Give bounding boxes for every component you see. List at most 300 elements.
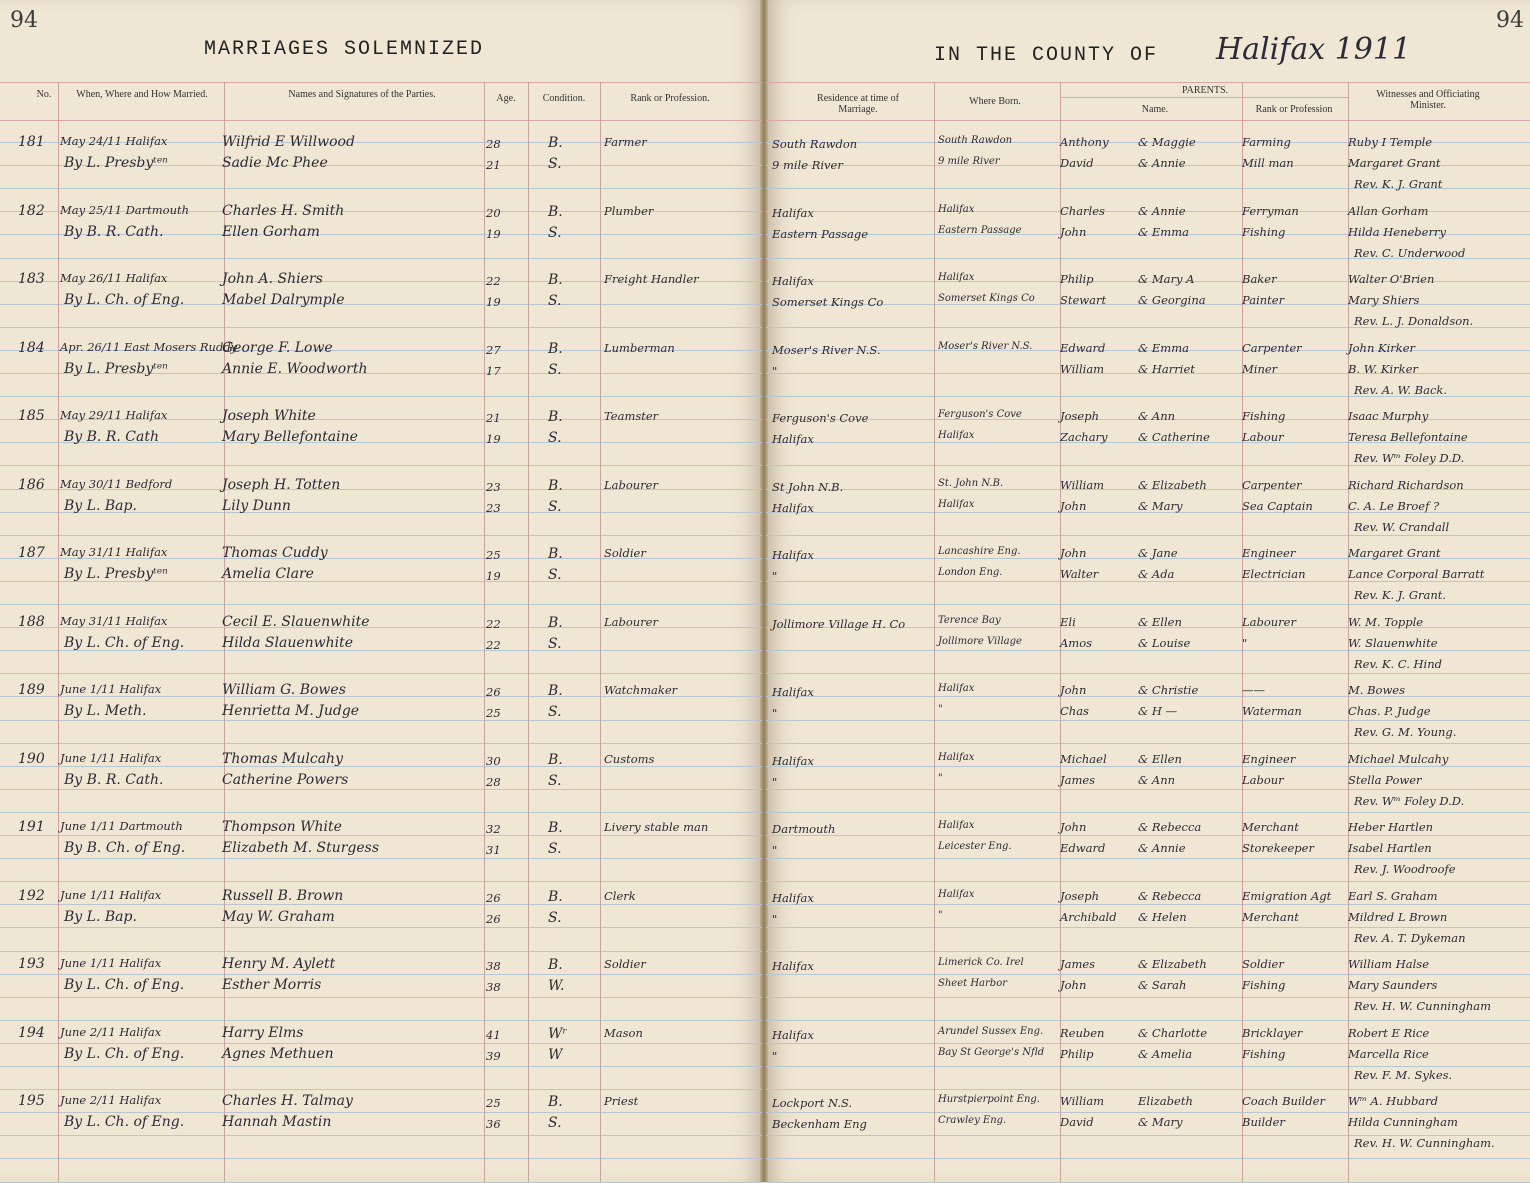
groom-residence: Halifax — [772, 959, 814, 973]
groom-birthplace: Halifax — [938, 820, 975, 831]
bride-birthplace: Eastern Passage — [938, 225, 1022, 236]
groom-name: Cecil E. Slauenwhite — [222, 614, 370, 630]
bride-condition: W. — [548, 978, 565, 994]
groom-mother: & Ellen — [1138, 615, 1182, 629]
header-bottom-rule — [0, 120, 762, 121]
bride-condition: S. — [548, 773, 562, 789]
officiating-minister: Rev. G. M. Young. — [1354, 725, 1457, 739]
groom-father: Eli — [1060, 615, 1076, 629]
groom-name: William G. Bowes — [222, 682, 346, 698]
entry-number: 187 — [18, 545, 45, 561]
ruled-line — [766, 789, 1530, 790]
column-divider — [58, 82, 59, 1182]
column-divider — [528, 82, 529, 1182]
groom-condition: B. — [548, 683, 563, 699]
groom-father: Philip — [1060, 272, 1094, 286]
ruled-line — [766, 766, 1530, 767]
groom-age: 26 — [486, 891, 501, 905]
bride-residence: 9 mile River — [772, 158, 843, 172]
officiating-minister: Rev. L. J. Donaldson. — [1354, 314, 1474, 328]
groom-mother: & Elizabeth — [1138, 478, 1207, 492]
ruled-line — [766, 1089, 1530, 1090]
bride-father: John — [1060, 225, 1087, 239]
bride-age: 19 — [486, 569, 501, 583]
bride-father: John — [1060, 499, 1087, 513]
bride-mother: & Mary — [1138, 499, 1183, 513]
bride-mother: & Harriet — [1138, 362, 1195, 376]
groom-name: Thompson White — [222, 819, 342, 835]
bride-residence: Somerset Kings Co — [772, 295, 884, 309]
witness-one: Robert E Rice — [1348, 1026, 1430, 1040]
bride-residence: Halifax — [772, 432, 814, 446]
bride-condition: S. — [548, 910, 562, 926]
ruled-line — [766, 650, 1530, 651]
groom-birthplace: Arundel Sussex Eng. — [938, 1026, 1044, 1037]
groom-mother: & Ann — [1138, 409, 1176, 423]
marriage-date-place: June 1/11 Halifax — [60, 888, 162, 902]
marriage-date-place: May 30/11 Bedford — [60, 477, 173, 491]
groom-residence: Dartmouth — [772, 822, 836, 836]
groom-father: Charles — [1060, 204, 1105, 218]
groom-name: Henry M. Aylett — [222, 956, 336, 972]
marriage-date-place: May 25/11 Dartmouth — [60, 203, 190, 217]
officiating-minister: Rev. J. Woodroofe — [1354, 862, 1456, 876]
bride-name: Annie E. Woodworth — [222, 361, 368, 377]
bride-name: Mary Bellefontaine — [222, 429, 358, 445]
ruled-line — [766, 812, 1530, 813]
bride-age: 38 — [486, 980, 501, 994]
groom-father-profession: Fishing — [1242, 409, 1286, 423]
ruled-line — [766, 974, 1530, 975]
bride-residence: " — [772, 364, 778, 378]
bride-mother: & Georgina — [1138, 293, 1206, 307]
bride-name: Catherine Powers — [222, 772, 349, 788]
groom-age: 30 — [486, 754, 501, 768]
ruled-line — [766, 858, 1530, 859]
groom-residence: Jollimore Village H. Co — [772, 617, 906, 631]
marriage-rite: By L. Bap. — [64, 909, 137, 925]
bride-age: 25 — [486, 706, 501, 720]
groom-birthplace: Ferguson's Cove — [938, 409, 1022, 420]
ruled-line — [0, 327, 762, 328]
ruled-line — [766, 835, 1530, 836]
groom-condition: B. — [548, 820, 563, 836]
bride-father-profession: Electrician — [1242, 567, 1306, 581]
groom-condition: B. — [548, 272, 563, 288]
groom-condition: B. — [548, 752, 563, 768]
bride-birthplace: " — [938, 704, 943, 715]
ruled-line — [0, 1135, 762, 1136]
bride-condition: S. — [548, 704, 562, 720]
bride-name: Esther Morris — [222, 977, 322, 993]
groom-father-profession: Coach Builder — [1242, 1094, 1325, 1108]
column-divider — [1060, 82, 1061, 1182]
header-parents: PARENTS. — [1181, 85, 1229, 96]
groom-birthplace: Hurstpierpoint Eng. — [938, 1094, 1040, 1105]
bride-father-profession: Labour — [1242, 430, 1284, 444]
bride-name: Mabel Dalrymple — [222, 292, 345, 308]
column-divider — [934, 82, 935, 1182]
groom-name: Charles H. Smith — [222, 203, 345, 219]
groom-residence: South Rawdon — [772, 137, 858, 151]
header-residence: Residence at time of Marriage. — [817, 93, 899, 115]
ruled-line — [0, 535, 762, 536]
ruled-line — [0, 1158, 762, 1159]
groom-name: Joseph White — [222, 408, 316, 424]
ruled-line — [0, 858, 762, 859]
bride-mother: & Ada — [1138, 567, 1175, 581]
groom-condition: B. — [548, 889, 563, 905]
witness-two: W. Slauenwhite — [1348, 636, 1438, 650]
groom-residence: St John N.B. — [772, 480, 844, 494]
witness-two: Hilda Cunningham — [1348, 1115, 1458, 1129]
groom-profession: Priest — [604, 1094, 639, 1108]
groom-residence: Moser's River N.S. — [772, 343, 881, 357]
groom-birthplace: Moser's River N.S. — [938, 341, 1033, 352]
witness-two: Teresa Bellefontaine — [1348, 430, 1468, 444]
groom-father: Reuben — [1060, 1026, 1105, 1040]
bride-residence: " — [772, 569, 778, 583]
header-when: When, Where and How Married. — [76, 89, 208, 100]
marriage-date-place: June 2/11 Halifax — [60, 1025, 162, 1039]
groom-profession: Plumber — [604, 204, 654, 218]
bride-condition: W — [548, 1047, 563, 1063]
bride-name: Amelia Clare — [222, 566, 314, 582]
groom-name: Joseph H. Totten — [222, 477, 341, 493]
groom-residence: Halifax — [772, 274, 814, 288]
officiating-minister: Rev. K. C. Hind — [1354, 657, 1442, 671]
groom-profession: Livery stable man — [604, 820, 709, 834]
ruled-line — [0, 927, 762, 928]
groom-father: Joseph — [1060, 409, 1100, 423]
marriage-date-place: May 31/11 Halifax — [60, 614, 168, 628]
bride-condition: S. — [548, 293, 562, 309]
officiating-minister: Rev. W. Crandall — [1354, 520, 1450, 534]
bride-name: May W. Graham — [222, 909, 335, 925]
ruled-line — [766, 951, 1530, 952]
ruled-line — [766, 1066, 1530, 1067]
bride-birthplace: " — [938, 910, 943, 921]
groom-father: William — [1060, 1094, 1105, 1108]
groom-age: 26 — [486, 685, 501, 699]
bride-father: Walter — [1060, 567, 1099, 581]
bride-mother: & Mary — [1138, 1115, 1183, 1129]
bride-age: 19 — [486, 227, 501, 241]
book-gutter — [760, 0, 768, 1182]
bride-father: Zachary — [1060, 430, 1108, 444]
ruled-line — [0, 881, 762, 882]
groom-age: 28 — [486, 137, 501, 151]
ruled-line — [766, 881, 1530, 882]
groom-mother: & Ellen — [1138, 752, 1182, 766]
groom-mother: & Annie — [1138, 204, 1186, 218]
groom-mother: & Maggie — [1138, 135, 1196, 149]
groom-age: 25 — [486, 1096, 501, 1110]
groom-condition: Wʳ — [548, 1026, 568, 1042]
entry-number: 192 — [18, 888, 45, 904]
officiating-minister: Rev. Wᵐ Foley D.D. — [1354, 451, 1465, 465]
bride-father-profession: Miner — [1242, 362, 1278, 376]
bride-birthplace: Bay St George's Nfld — [938, 1047, 1045, 1058]
bride-condition: S. — [548, 841, 562, 857]
entry-number: 190 — [18, 751, 45, 767]
bride-residence: " — [772, 706, 778, 720]
groom-father-profession: Baker — [1242, 272, 1277, 286]
groom-father: William — [1060, 478, 1105, 492]
groom-age: 41 — [486, 1028, 501, 1042]
marriage-rite: By B. Ch. of Eng. — [64, 840, 186, 856]
groom-father-profession: Ferryman — [1242, 204, 1299, 218]
ruled-line — [766, 1112, 1530, 1113]
groom-name: Russell B. Brown — [222, 888, 344, 904]
groom-father: Anthony — [1060, 135, 1109, 149]
groom-profession: Watchmaker — [604, 683, 678, 697]
groom-father-profession: Merchant — [1242, 820, 1299, 834]
bride-mother: & Annie — [1138, 841, 1186, 855]
bride-father: Edward — [1060, 841, 1106, 855]
officiating-minister: Rev. H. W. Cunningham. — [1354, 1136, 1495, 1150]
groom-father: John — [1060, 820, 1087, 834]
groom-father-profession: Carpenter — [1242, 341, 1302, 355]
header-bottom-rule-right — [766, 120, 1530, 121]
bride-mother: & Catherine — [1138, 430, 1210, 444]
bride-condition: S. — [548, 636, 562, 652]
witness-two: Mary Shiers — [1348, 293, 1420, 307]
bride-father: William — [1060, 362, 1105, 376]
ruled-line — [766, 720, 1530, 721]
bride-birthplace: Halifax — [938, 430, 975, 441]
ruled-line — [766, 904, 1530, 905]
bride-father-profession: Sea Captain — [1242, 499, 1313, 513]
entry-number: 186 — [18, 477, 45, 493]
groom-mother: & Elizabeth — [1138, 957, 1207, 971]
entry-number: 182 — [18, 203, 45, 219]
groom-profession: Clerk — [604, 889, 636, 903]
bride-mother: & Helen — [1138, 910, 1187, 924]
bride-mother: & Ann — [1138, 773, 1176, 787]
groom-profession: Soldier — [604, 957, 646, 971]
groom-name: Wilfrid E Willwood — [222, 134, 355, 150]
ruled-line — [0, 835, 762, 836]
groom-birthplace: South Rawdon — [938, 135, 1013, 146]
ruled-line — [0, 974, 762, 975]
bride-birthplace: Jollimore Village — [938, 636, 1022, 647]
groom-father: Michael — [1060, 752, 1107, 766]
marriage-date-place: May 31/11 Halifax — [60, 545, 168, 559]
ruled-line — [0, 812, 762, 813]
ruled-line — [0, 465, 762, 466]
entry-number: 181 — [18, 134, 45, 150]
bride-father-profession: Fishing — [1242, 1047, 1286, 1061]
groom-residence: Halifax — [772, 891, 814, 905]
groom-condition: B. — [548, 341, 563, 357]
bride-residence: " — [772, 1049, 778, 1063]
ruled-line — [766, 1043, 1530, 1044]
groom-mother: & Rebecca — [1138, 889, 1202, 903]
ruled-line — [0, 258, 762, 259]
bride-birthplace: 9 mile River — [938, 156, 1000, 167]
marriage-rite: By L. Presbyᵗᵉⁿ — [64, 566, 168, 582]
bride-name: Lily Dunn — [222, 498, 291, 514]
entry-number: 185 — [18, 408, 45, 424]
bride-father-profession: Waterman — [1242, 704, 1302, 718]
witness-one: Earl S. Graham — [1348, 889, 1438, 903]
ruled-line — [766, 535, 1530, 536]
ruled-line — [0, 789, 762, 790]
witness-two: Isabel Hartlen — [1348, 841, 1432, 855]
marriage-date-place: June 1/11 Halifax — [60, 956, 162, 970]
bride-birthplace: Halifax — [938, 499, 975, 510]
header-no: No. — [36, 89, 52, 100]
groom-mother: & Rebecca — [1138, 820, 1202, 834]
witness-one: Wᵐ A. Hubbard — [1348, 1094, 1439, 1108]
groom-age: 27 — [486, 343, 501, 357]
groom-condition: B. — [548, 957, 563, 973]
groom-residence: Halifax — [772, 548, 814, 562]
groom-condition: B. — [548, 409, 563, 425]
ruled-line — [766, 927, 1530, 928]
marriage-rite: By L. Ch. of Eng. — [64, 1046, 185, 1062]
bride-father-profession: Painter — [1242, 293, 1285, 307]
title-left: MARRIAGES SOLEMNIZED — [204, 38, 485, 61]
bride-father-profession: Mill man — [1242, 156, 1294, 170]
witness-one: Margaret Grant — [1348, 546, 1441, 560]
groom-father: John — [1060, 546, 1087, 560]
parents-divider — [1060, 97, 1348, 98]
bride-name: Sadie Mc Phee — [222, 155, 328, 171]
bride-father: James — [1060, 773, 1096, 787]
witness-one: Richard Richardson — [1348, 478, 1464, 492]
ruled-line — [0, 1043, 762, 1044]
witness-two: Mildred L Brown — [1348, 910, 1448, 924]
header-rank: Rank or Profession. — [630, 93, 710, 104]
bride-name: Agnes Methuen — [222, 1046, 334, 1062]
bride-residence: Beckenham Eng — [772, 1117, 867, 1131]
bride-birthplace: Crawley Eng. — [938, 1115, 1007, 1126]
header-names: Names and Signatures of the Parties. — [288, 89, 436, 100]
witness-one: William Halse — [1348, 957, 1430, 971]
groom-birthplace: Halifax — [938, 204, 975, 215]
marriage-rite: By L. Ch. of Eng. — [64, 635, 185, 651]
left-page-number: 94 — [10, 8, 38, 33]
groom-mother: & Jane — [1138, 546, 1178, 560]
witness-one: Walter O'Brien — [1348, 272, 1435, 286]
bride-age: 19 — [486, 295, 501, 309]
entry-number: 191 — [18, 819, 45, 835]
ruled-line — [0, 1020, 762, 1021]
column-divider — [1348, 82, 1349, 1182]
ruled-line — [0, 1089, 762, 1090]
column-divider — [484, 82, 485, 1182]
witness-one: Allan Gorham — [1348, 204, 1429, 218]
bride-residence: " — [772, 912, 778, 926]
groom-condition: B. — [548, 204, 563, 220]
marriage-date-place: June 1/11 Halifax — [60, 751, 162, 765]
witness-two: Hilda Heneberry — [1348, 225, 1446, 239]
groom-age: 21 — [486, 411, 501, 425]
bride-age: 26 — [486, 912, 501, 926]
bride-mother: & Louise — [1138, 636, 1191, 650]
witness-one: Michael Mulcahy — [1348, 752, 1449, 766]
bride-mother: & Amelia — [1138, 1047, 1193, 1061]
header-top-rule-right — [766, 82, 1530, 83]
bride-age: 28 — [486, 775, 501, 789]
bride-father-profession: Fishing — [1242, 225, 1286, 239]
witness-one: W. M. Topple — [1348, 615, 1424, 629]
bride-father-profession: " — [1242, 636, 1248, 650]
entry-number: 188 — [18, 614, 45, 630]
marriage-rite: By L. Presbyᵗᵉⁿ — [64, 155, 168, 171]
ruled-line — [766, 604, 1530, 605]
groom-father-profession: Soldier — [1242, 957, 1284, 971]
groom-name: Thomas Cuddy — [222, 545, 328, 561]
groom-profession: Labourer — [604, 478, 658, 492]
marriage-date-place: June 2/11 Halifax — [60, 1093, 162, 1107]
right-page-number: 94 — [1496, 8, 1524, 33]
groom-age: 38 — [486, 959, 501, 973]
bride-father-profession: Builder — [1242, 1115, 1285, 1129]
groom-condition: B. — [548, 135, 563, 151]
groom-residence: Halifax — [772, 754, 814, 768]
groom-father: James — [1060, 957, 1096, 971]
header-top-rule — [0, 82, 762, 83]
bride-condition: S. — [548, 156, 562, 172]
groom-residence: Halifax — [772, 206, 814, 220]
groom-name: Harry Elms — [222, 1025, 304, 1041]
bride-name: Hannah Mastin — [222, 1114, 332, 1130]
marriage-date-place: May 29/11 Halifax — [60, 408, 168, 422]
officiating-minister: Rev. F. M. Sykes. — [1354, 1068, 1453, 1082]
groom-residence: Halifax — [772, 1028, 814, 1042]
officiating-minister: Rev. A. T. Dykeman — [1354, 931, 1466, 945]
officiating-minister: Rev. Wᵐ Foley D.D. — [1354, 794, 1465, 808]
column-divider — [600, 82, 601, 1182]
groom-profession: Freight Handler — [604, 272, 699, 286]
bride-father: Amos — [1060, 636, 1093, 650]
bride-residence: Eastern Passage — [772, 227, 869, 241]
marriage-date-place: June 1/11 Dartmouth — [60, 819, 183, 833]
groom-profession: Labourer — [604, 615, 658, 629]
groom-father-profession: —— — [1242, 683, 1265, 697]
officiating-minister: Rev. C. Underwood — [1354, 246, 1466, 260]
witness-two: Marcella Rice — [1348, 1047, 1429, 1061]
witness-two: Stella Power — [1348, 773, 1422, 787]
witness-two: Mary Saunders — [1348, 978, 1438, 992]
ruled-line — [766, 743, 1530, 744]
entry-number: 183 — [18, 271, 45, 287]
groom-age: 23 — [486, 480, 501, 494]
groom-birthplace: Halifax — [938, 683, 975, 694]
witness-two: Lance Corporal Barratt — [1348, 567, 1485, 581]
witness-two: C. A. Le Broef ? — [1348, 499, 1440, 513]
groom-age: 20 — [486, 206, 501, 220]
bride-mother: & Sarah — [1138, 978, 1187, 992]
header-born: Where Born. — [969, 96, 1021, 107]
groom-mother: Elizabeth — [1138, 1094, 1193, 1108]
bride-residence: " — [772, 843, 778, 857]
ruled-line — [766, 997, 1530, 998]
ruled-line — [766, 1158, 1530, 1159]
left-page — [0, 0, 762, 1182]
entry-number: 193 — [18, 956, 45, 972]
bride-name: Henrietta M. Judge — [222, 703, 360, 719]
bride-age: 36 — [486, 1117, 501, 1131]
bride-age: 17 — [486, 364, 501, 378]
bride-mother: & Annie — [1138, 156, 1186, 170]
header-condition: Condition. — [542, 93, 586, 104]
bride-father: Stewart — [1060, 293, 1107, 307]
entry-number: 189 — [18, 682, 45, 698]
